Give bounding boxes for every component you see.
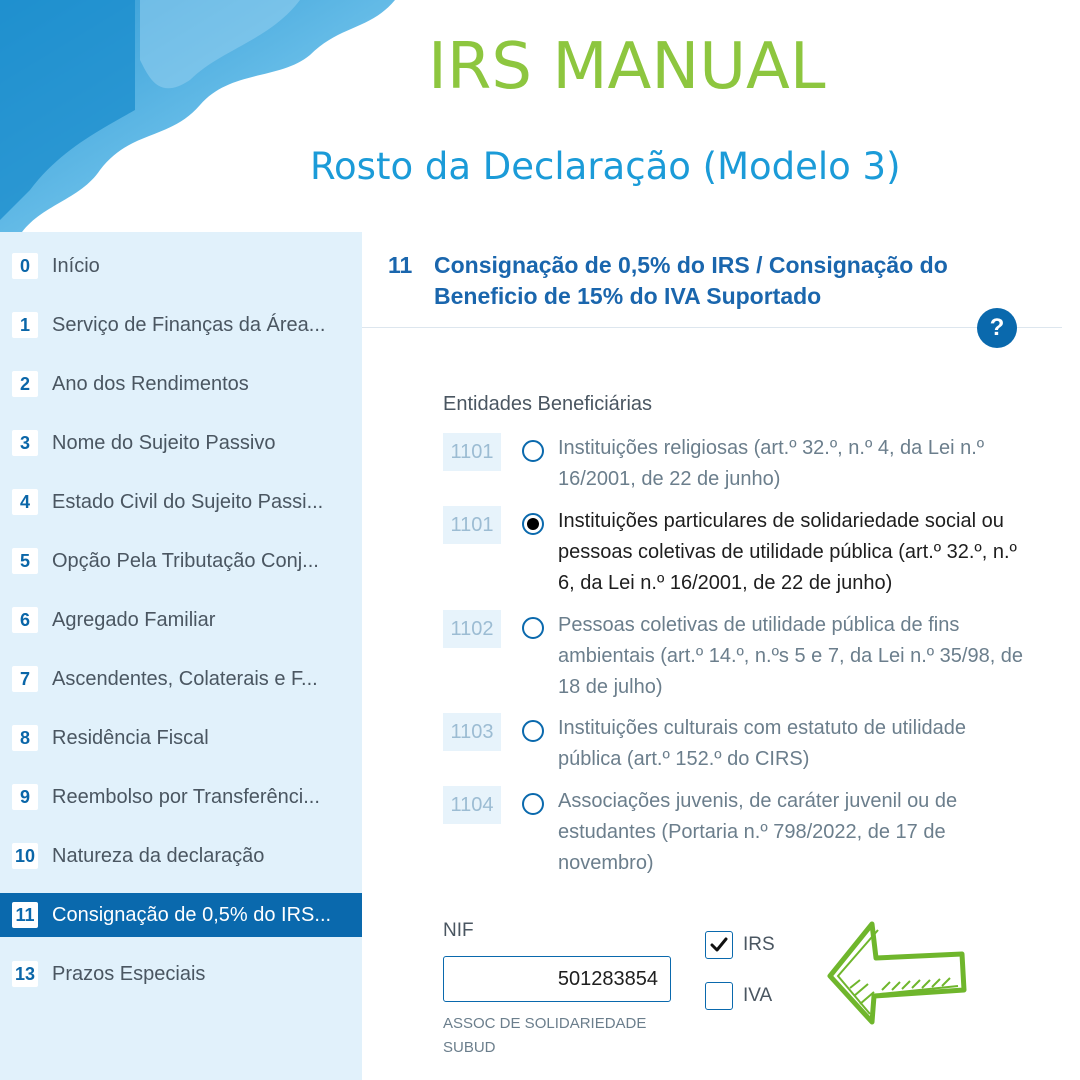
entity-text: Associações juvenis, de caráter juvenil ou de estudantes (Portaria n.º 798/2022, de 17 de novembro) bbox=[558, 790, 958, 874]
sidebar-item-number: 13 bbox=[12, 961, 38, 987]
sidebar-item-residencia-fiscal[interactable] bbox=[0, 716, 362, 760]
entity-radio[interactable] bbox=[522, 793, 544, 815]
entity-option bbox=[443, 433, 1043, 495]
entity-option bbox=[443, 610, 1043, 703]
nif-input[interactable] bbox=[443, 956, 671, 1002]
sidebar-item-number: 8 bbox=[12, 725, 38, 751]
sidebar-item-number: 1 bbox=[12, 312, 38, 338]
section-heading bbox=[388, 250, 988, 312]
sidebar-item-label: Reembolso por Transferênci... bbox=[52, 785, 320, 808]
sidebar-item-label: Residência Fiscal bbox=[52, 726, 209, 749]
sidebar-item-inicio[interactable] bbox=[0, 244, 362, 288]
sidebar-item-agregado-familiar[interactable] bbox=[0, 598, 362, 642]
entity-text: Instituições culturais com estatuto de utilidade pública (art.º 152.º do CIRS) bbox=[558, 717, 966, 770]
sidebar-item-label: Nome do Sujeito Passivo bbox=[52, 431, 276, 454]
sidebar-item-label: Início bbox=[52, 254, 100, 277]
sidebar-item-number: 7 bbox=[12, 666, 38, 692]
sidebar-item-number: 9 bbox=[12, 784, 38, 810]
sidebar-item-reembolso[interactable] bbox=[0, 775, 362, 819]
nif-entity-name: ASSOC DE SOLIDARIEDADE SUBUD bbox=[443, 1015, 647, 1056]
sidebar-item-label: Prazos Especiais bbox=[52, 962, 206, 985]
help-icon: ? bbox=[989, 314, 1005, 341]
hand-drawn-arrow-icon bbox=[820, 918, 970, 1026]
sidebar-item-natureza-declaracao[interactable] bbox=[0, 834, 362, 878]
sidebar-item-label: Opção Pela Tributação Conj... bbox=[52, 549, 319, 572]
sidebar-item-ano-rendimentos[interactable] bbox=[0, 362, 362, 406]
entity-text: Instituições particulares de solidariedade social ou pessoas coletivas de utilidade pública (art.º 32.º, n.º 6, da Lei n.º 16/2001, de 22 de junho) bbox=[558, 510, 1017, 594]
main-title: IRS MANUAL bbox=[428, 30, 826, 104]
watercolor-decoration bbox=[0, 0, 400, 240]
section-title: Consignação de 0,5% do IRS / Consignação do Beneficio de 15% do IVA Suportado bbox=[434, 252, 948, 309]
entity-code: 1102 bbox=[443, 610, 501, 648]
sidebar-item-number: 10 bbox=[12, 843, 38, 869]
sidebar-item-number: 0 bbox=[12, 253, 38, 279]
sidebar-item-label: Natureza da declaração bbox=[52, 844, 265, 867]
nif-label: NIF bbox=[443, 920, 474, 941]
sidebar-item-opcao-tributacao[interactable] bbox=[0, 539, 362, 583]
sidebar-item-prazos-especiais[interactable] bbox=[0, 952, 362, 996]
iva-checkbox[interactable] bbox=[705, 982, 733, 1010]
sidebar-item-label: Serviço de Finanças da Área... bbox=[52, 313, 326, 336]
entity-option bbox=[443, 713, 1043, 775]
entity-radio-checked[interactable] bbox=[522, 513, 544, 535]
irs-checkbox-label: IRS bbox=[743, 934, 775, 955]
sidebar-item-number: 11 bbox=[12, 902, 38, 928]
sidebar-item-label: Ascendentes, Colaterais e F... bbox=[52, 667, 318, 690]
entity-code: 1101 bbox=[443, 506, 501, 544]
entities-label: Entidades Beneficiárias bbox=[443, 393, 653, 415]
entity-radio[interactable] bbox=[522, 720, 544, 742]
sidebar-item-number: 3 bbox=[12, 430, 38, 456]
sidebar-item-consignacao[interactable] bbox=[0, 893, 362, 937]
sidebar-item-label: Agregado Familiar bbox=[52, 608, 216, 631]
entity-code: 1101 bbox=[443, 433, 501, 471]
sidebar-item-label: Consignação de 0,5% do IRS... bbox=[52, 903, 332, 926]
iva-checkbox-label: IVA bbox=[743, 985, 773, 1006]
sidebar-item-servico-financas[interactable] bbox=[0, 303, 362, 347]
sidebar-item-estado-civil[interactable] bbox=[0, 480, 362, 524]
entity-radio[interactable] bbox=[522, 617, 544, 639]
checkmark-icon bbox=[710, 937, 728, 953]
sidebar-item-label: Ano dos Rendimentos bbox=[52, 372, 249, 395]
sub-title: Rosto da Declaração (Modelo 3) bbox=[310, 145, 901, 188]
section-number: 11 bbox=[388, 252, 413, 278]
entity-text: Pessoas coletivas de utilidade pública de fins ambientais (art.º 14.º, n.ºs 5 e 7, da Lei n.º 35/98, de 18 de julho) bbox=[558, 614, 1024, 698]
sidebar-item-number: 6 bbox=[12, 607, 38, 633]
sidebar-item-number: 2 bbox=[12, 371, 38, 397]
irs-checkbox-row[interactable] bbox=[705, 931, 775, 959]
sidebar-item-ascendentes[interactable] bbox=[0, 657, 362, 701]
entity-code: 1103 bbox=[443, 713, 501, 751]
sidebar-item-number: 4 bbox=[12, 489, 38, 515]
entity-option-selected bbox=[443, 506, 1043, 599]
help-button[interactable] bbox=[977, 308, 1017, 348]
entity-text: Instituições religiosas (art.º 32.º, n.º 4, da Lei n.º 16/2001, de 22 de junho) bbox=[558, 437, 985, 490]
sidebar bbox=[0, 232, 362, 1080]
sidebar-item-nome-sujeito[interactable] bbox=[0, 421, 362, 465]
irs-checkbox[interactable] bbox=[705, 931, 733, 959]
sidebar-item-label: Estado Civil do Sujeito Passi... bbox=[52, 490, 324, 513]
entity-option bbox=[443, 786, 1043, 879]
sidebar-item-number: 5 bbox=[12, 548, 38, 574]
entity-radio[interactable] bbox=[522, 440, 544, 462]
section-divider bbox=[362, 327, 1062, 328]
iva-checkbox-row[interactable] bbox=[705, 982, 772, 1010]
entity-code: 1104 bbox=[443, 786, 501, 824]
